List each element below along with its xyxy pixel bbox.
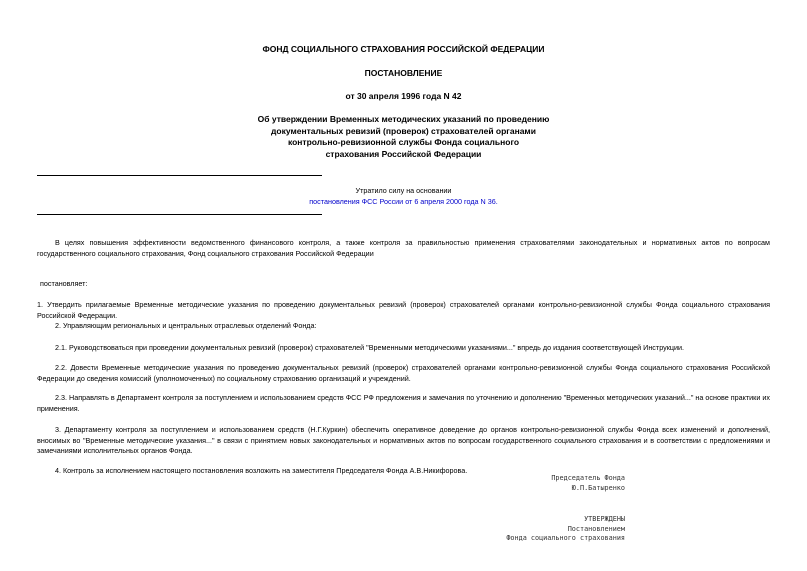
item-2-paragraph: 2. Управляющим региональных и центральных отраслевых отделений Фонда: bbox=[55, 321, 317, 330]
document-title bbox=[0, 114, 807, 160]
title-line: Об утверждении Временных методических указаний по проведению bbox=[257, 114, 550, 124]
title-line: страхования Российской Федерации bbox=[325, 148, 482, 159]
decides-paragraph: постановляет: bbox=[40, 279, 88, 288]
approval-block bbox=[420, 515, 625, 544]
signature-position: Председатель Фонда bbox=[551, 474, 625, 482]
approval-line-3: Фонда социального страхования bbox=[506, 534, 625, 542]
item-1-paragraph: 1. Утвердить прилагаемые Временные методические указания по проведению документальных ревизий (проверок) страхователей органами контрольно-ревизионной службы Фонда социального страхования Российской Федерации. bbox=[37, 300, 770, 320]
document-type-heading: ПОСТАНОВЛЕНИЕ bbox=[364, 68, 443, 78]
approval-line-2: Постановлением bbox=[567, 524, 625, 533]
item-3-paragraph: 3. Департаменту контроля за поступлением и использованием средств (Н.Г.Куркин) обеспечить оперативное доведение до органов контрольно-ревизионной службы Фонда всех изменений и дополнений, вносимых во "Временные методические указания..." в связи с принятием новых законодательных и нормативных актов по вопросам государственного социального страхования и в соответствии с предложениями и замечаниями исполнительных органов Фонда. bbox=[37, 425, 770, 455]
approval-line-1: УТВЕРЖДЕНЫ bbox=[584, 515, 625, 523]
signature-block bbox=[470, 474, 625, 493]
preamble-paragraph: В целях повышения эффективности ведомственного финансового контроля, а также контроля за правильностью применения страхователями законодательных и нормативных актов по вопросам государственного социального страхования, Фонд социального страхования Российской Федерации bbox=[37, 238, 770, 258]
divider-top bbox=[37, 175, 322, 176]
item-2-2-paragraph: 2.2. Довести Временные методические указания по проведению документальных ревизий (проверок) страхователей органами контрольно-ревизионной службы Фонда социального страхования Российской Федерации до сведения комиссий (уполномоченных) по социальному страхованию организаций и учреждений. bbox=[37, 363, 770, 383]
organization-heading: ФОНД СОЦИАЛЬНОГО СТРАХОВАНИЯ РОССИЙСКОЙ ФЕДЕРАЦИИ bbox=[262, 44, 545, 54]
item-4-paragraph: 4. Контроль за исполнением настоящего постановления возложить на заместителя Председателя Фонда А.В.Никифорова. bbox=[55, 466, 468, 475]
divider-bottom bbox=[37, 214, 322, 215]
status-note: Утратило силу на основании bbox=[355, 186, 452, 195]
document-date-number: от 30 апреля 1996 года N 42 bbox=[345, 91, 462, 101]
item-2-1-paragraph: 2.1. Руководствоваться при проведении документальных ревизий (проверок) страхователей "Временными методическими указаниями..." впредь до издания соответствующей Инструкции. bbox=[55, 343, 684, 352]
status-link[interactable]: постановления ФСС России от 6 апреля 2000 года N 36. bbox=[309, 197, 498, 206]
item-2-3-paragraph: 2.3. Направлять в Департамент контроля за поступлением и использованием средств ФСС РФ предложения и замечания по уточнению и дополнению "Временных методических указаний..." на основе практики их применения. bbox=[37, 393, 770, 413]
title-line: документальных ревизий (проверок) страхователей органами bbox=[271, 125, 536, 136]
signature-name: Ю.П.Батыренко bbox=[571, 483, 625, 492]
title-line: контрольно-ревизионной службы Фонда социального bbox=[287, 137, 520, 147]
